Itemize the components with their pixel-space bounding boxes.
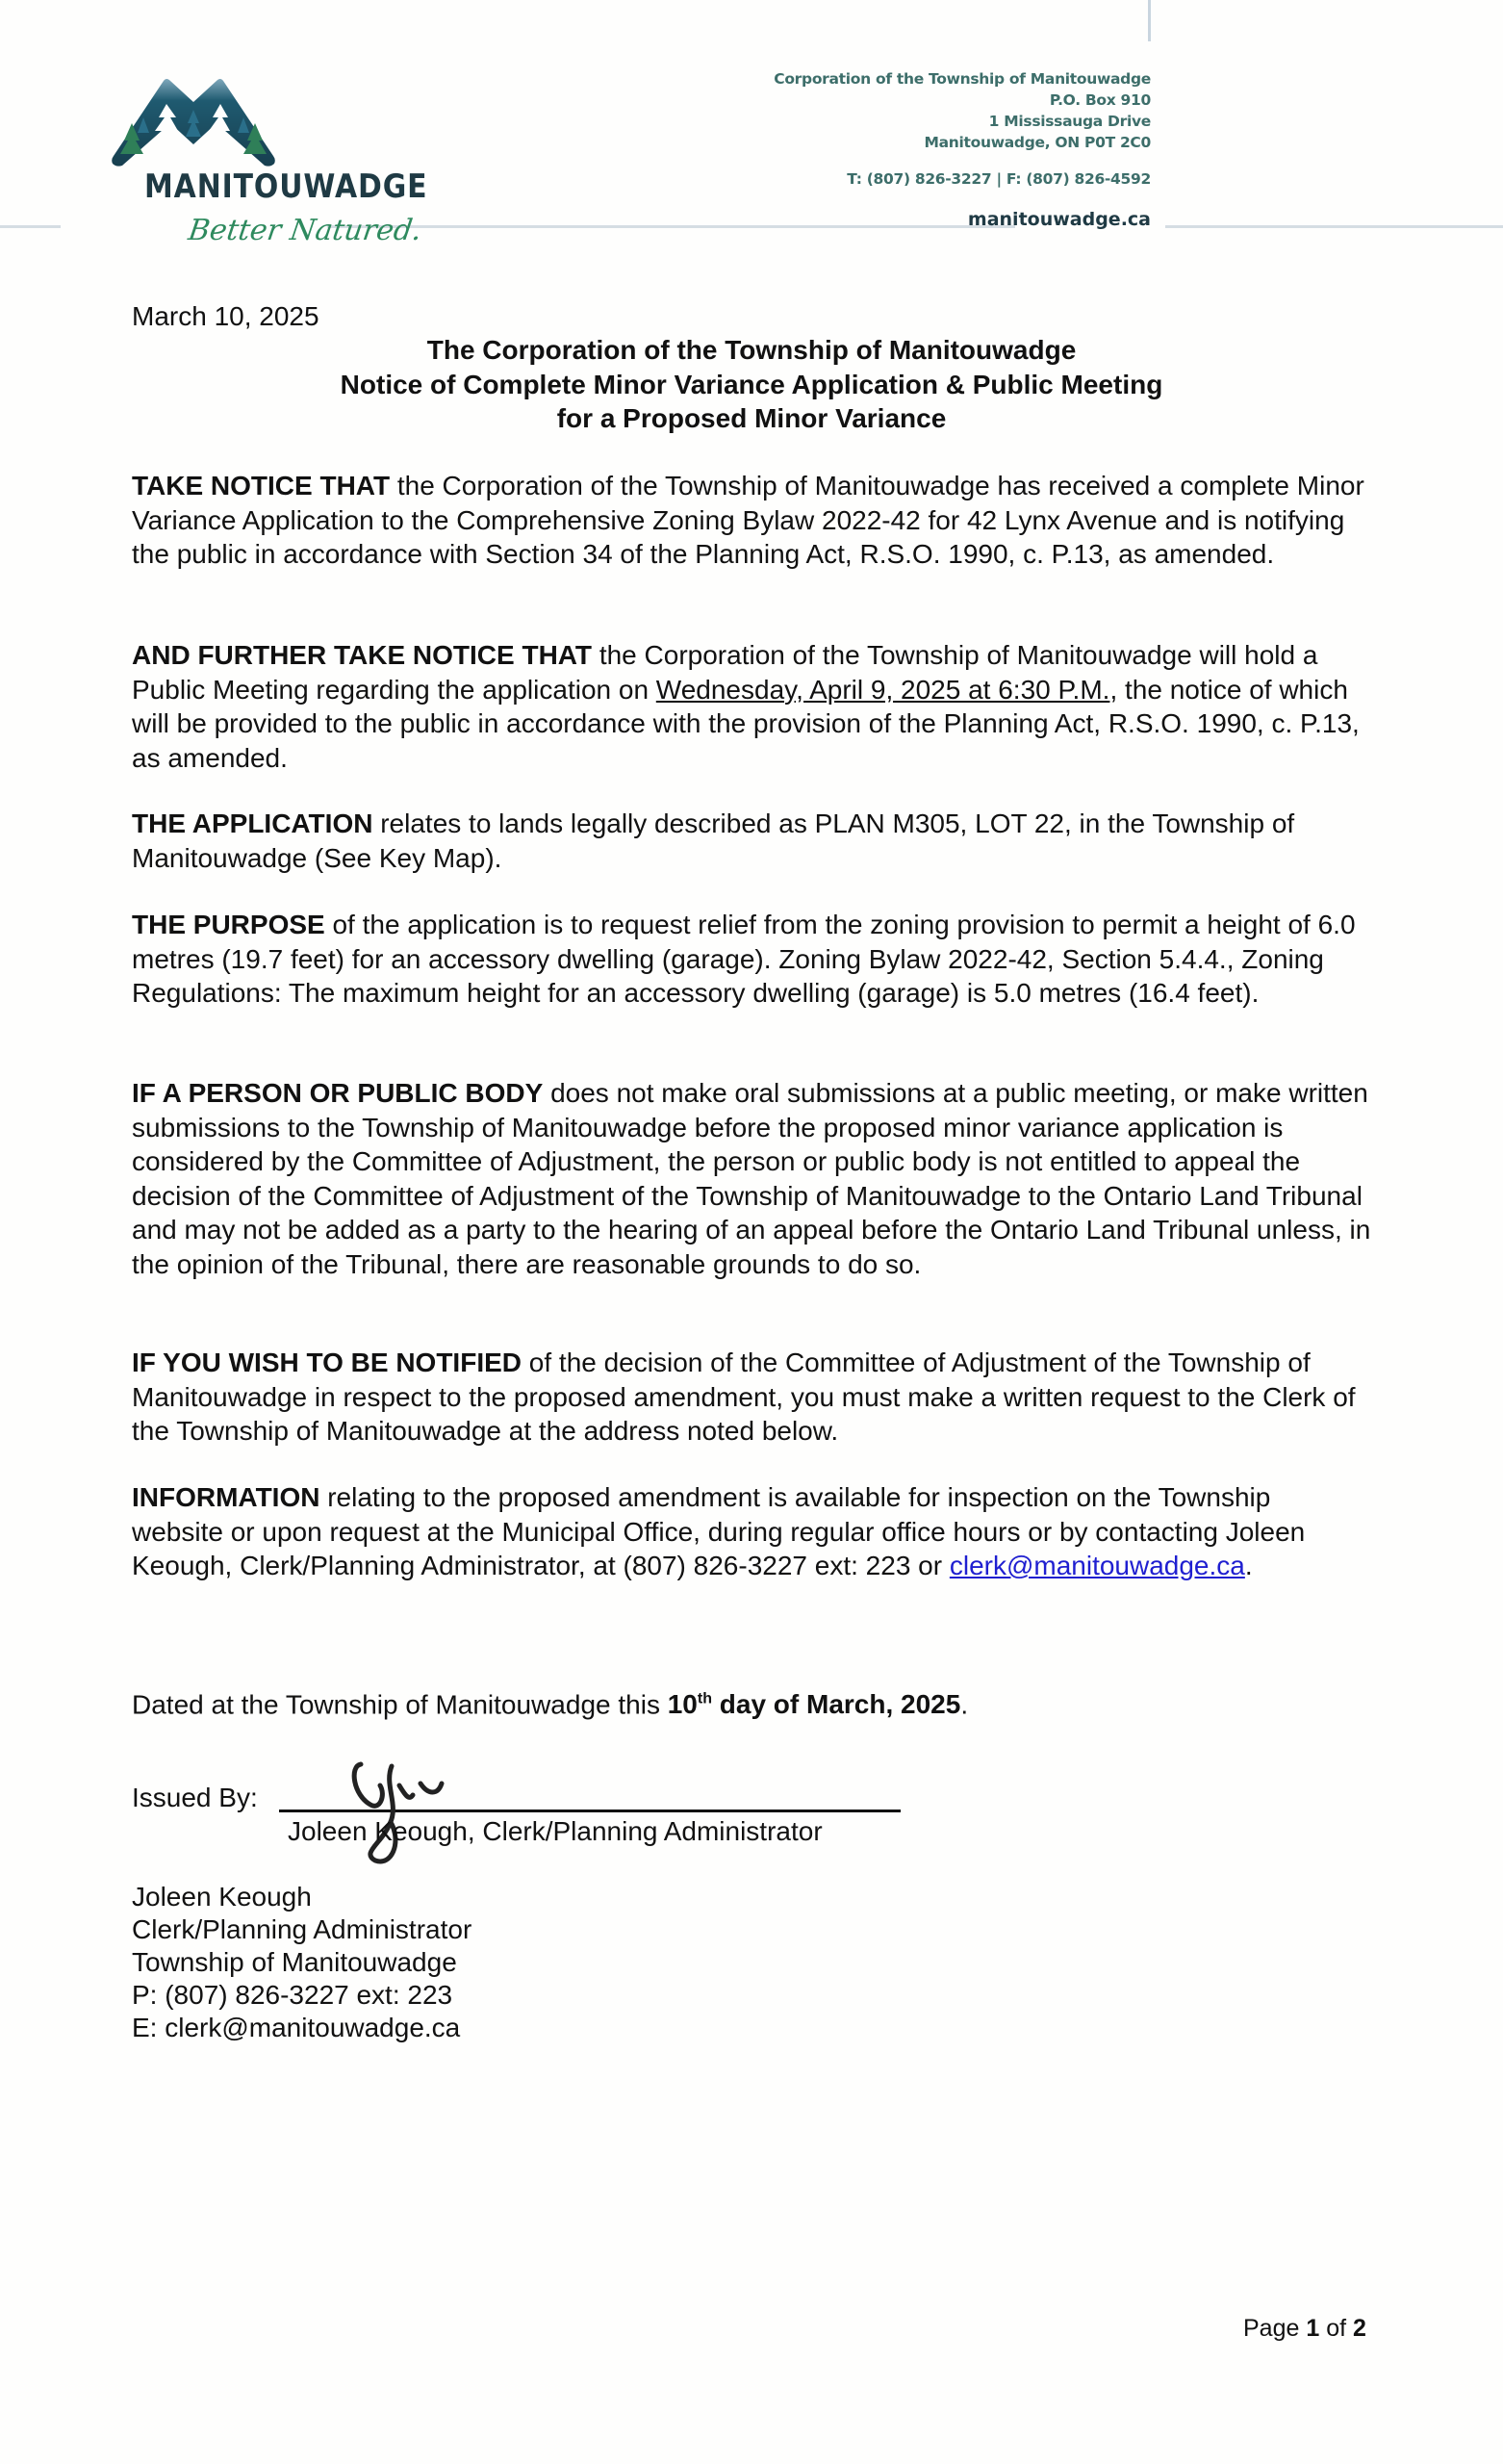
mountain-trees-icon (111, 77, 276, 169)
contact-block (132, 1881, 1383, 2044)
dated-line (132, 1682, 1383, 1722)
logo-wordmark: MANITOUWADGE (144, 167, 428, 206)
information-trailing: . (1244, 1551, 1253, 1580)
paragraph-take-notice (132, 469, 1373, 572)
title-line-3: for a Proposed Minor Variance (556, 403, 947, 433)
paragraph-notified (132, 1346, 1383, 1449)
contact-org: Township of Manitouwadge (132, 1947, 457, 1977)
dated-end: . (960, 1689, 969, 1720)
page-current: 1 (1306, 2315, 1320, 2342)
title-line-2: Notice of Complete Minor Variance Application & Public Meeting (340, 369, 1163, 399)
header-vertical-rule (1148, 0, 1151, 41)
contact-phone: P: (807) 826-3227 ext: 223 (132, 1980, 453, 2010)
paragraph-person-public-body (132, 1076, 1383, 1281)
page-label: Page (1243, 2315, 1307, 2342)
paragraph-further-notice (132, 638, 1373, 775)
purpose-text: of the application is to request relief from the zoning provision to permit a height of 6.0 metres (19.7 feet) for an accessory dwelling (garage). Zoning Bylaw 2022-42, Section 5.4.4., Zoning Regulations: The maximum height for an accessory dwelling (garage) is 5.0 metres (16.4 feet). (132, 910, 1356, 1008)
take-notice-text: the Corporation of the Township of Manitouwadge has received a complete Minor Variance Application to the Comprehensive Zoning Bylaw 2022-42 for 42 Lynx Avenue and is notifying the public in accordance with Section 34 of the Planning Act, R.S.O. 1990, c. P.13, as amended. (132, 471, 1364, 569)
page-of: of (1319, 2315, 1353, 2342)
website-link[interactable]: manitouwadge.ca (967, 209, 1151, 230)
signer-caption: Joleen Keough, Clerk/Planning Administrator (288, 1816, 823, 1846)
paragraph-information (132, 1480, 1354, 1583)
dated-rest: day of March, 2025 (711, 1689, 961, 1720)
contact-email: E: clerk@manitouwadge.ca (132, 2013, 461, 2042)
address-city: Manitouwadge, ON P0T 2C0 (924, 134, 1151, 151)
paragraph-purpose (132, 908, 1383, 1011)
lead-purpose: THE PURPOSE (132, 910, 325, 939)
address-street: 1 Mississauga Drive (988, 113, 1151, 130)
lead-notified: IF YOU WISH TO BE NOTIFIED (132, 1348, 522, 1377)
application-text: relates to lands legally described as PLAN M305, LOT 22, in the Township of Manitouwadge (See Key Map). (132, 808, 1295, 873)
contact-title: Clerk/Planning Administrator (132, 1914, 472, 1944)
person-public-body-text: does not make oral submissions at a public meeting, or make written submissions to the Township of Manitouwadge before the proposed minor variance application is considered by the Committee of Adjustment, the person or public body is not entitled to appeal the decision of the Committee of Adjustment of the Township of Manitouwadge to the Ontario Land Tribunal and may not be added as a party to the hearing of an appeal before the Ontario Land Tribunal unless, in the opinion of the Tribunal, there are reasonable grounds to do so. (132, 1078, 1371, 1279)
lead-application: THE APPLICATION (132, 808, 373, 838)
dated-day: 10 (667, 1689, 698, 1720)
signature-icon (342, 1757, 467, 1867)
lead-further-notice: AND FURTHER TAKE NOTICE THAT (132, 640, 593, 670)
notified-text: of the decision of the Committee of Adjustment of the Township of Manitouwadge in respect to the proposed amendment, you must make a written request to the Clerk of the Township of Manitouwadge at the address noted below. (132, 1348, 1356, 1446)
header-rule-right (1165, 225, 1503, 228)
page-number (1243, 2315, 1366, 2343)
lead-person-public-body: IF A PERSON OR PUBLIC BODY (132, 1078, 544, 1108)
address-org: Corporation of the Township of Manitouwadge (774, 70, 1151, 88)
title-line-1: The Corporation of the Township of Manitouwadge (426, 335, 1077, 365)
paragraph-application (132, 807, 1325, 875)
information-text: relating to the proposed amendment is available for inspection on the Township website or upon request at the Municipal Office, during regular office hours or by contacting Joleen Keough, Clerk/Planning Administrator, at (807) 826-3227 ext: 223 or (132, 1482, 1306, 1580)
further-notice-text-after: , the notice of which will be provided to the public in accordance with the provision of the Planning Act, R.S.O. 1990, c. P.13, as amended. (132, 674, 1360, 773)
header-rule-middle (327, 225, 1015, 228)
lead-take-notice: TAKE NOTICE THAT (132, 471, 391, 500)
letter-date: March 10, 2025 (132, 301, 319, 331)
page-total: 2 (1353, 2315, 1366, 2342)
address-po-box: P.O. Box 910 (1049, 91, 1151, 109)
meeting-datetime: Wednesday, April 9, 2025 at 6:30 P.M. (655, 674, 1110, 705)
header-rule-left (0, 225, 61, 228)
dated-prefix: Dated at the Township of Manitouwadge this (132, 1689, 668, 1720)
address-phones: T: (807) 826-3227 | F: (807) 826-4592 (847, 170, 1151, 188)
clerk-email-link[interactable]: clerk@manitouwadge.ca (949, 1551, 1245, 1580)
further-notice-text: the Corporation of the Township of Manitouwadge will hold a Public Meeting regarding the application on (132, 640, 1318, 705)
contact-name: Joleen Keough (132, 1882, 312, 1912)
issued-by-label: Issued By: (132, 1783, 258, 1812)
lead-information: INFORMATION (132, 1482, 320, 1512)
logo-tagline: Better Natured. (186, 214, 424, 247)
dated-day-suffix: th (697, 1691, 712, 1707)
notice-title (0, 333, 1503, 436)
